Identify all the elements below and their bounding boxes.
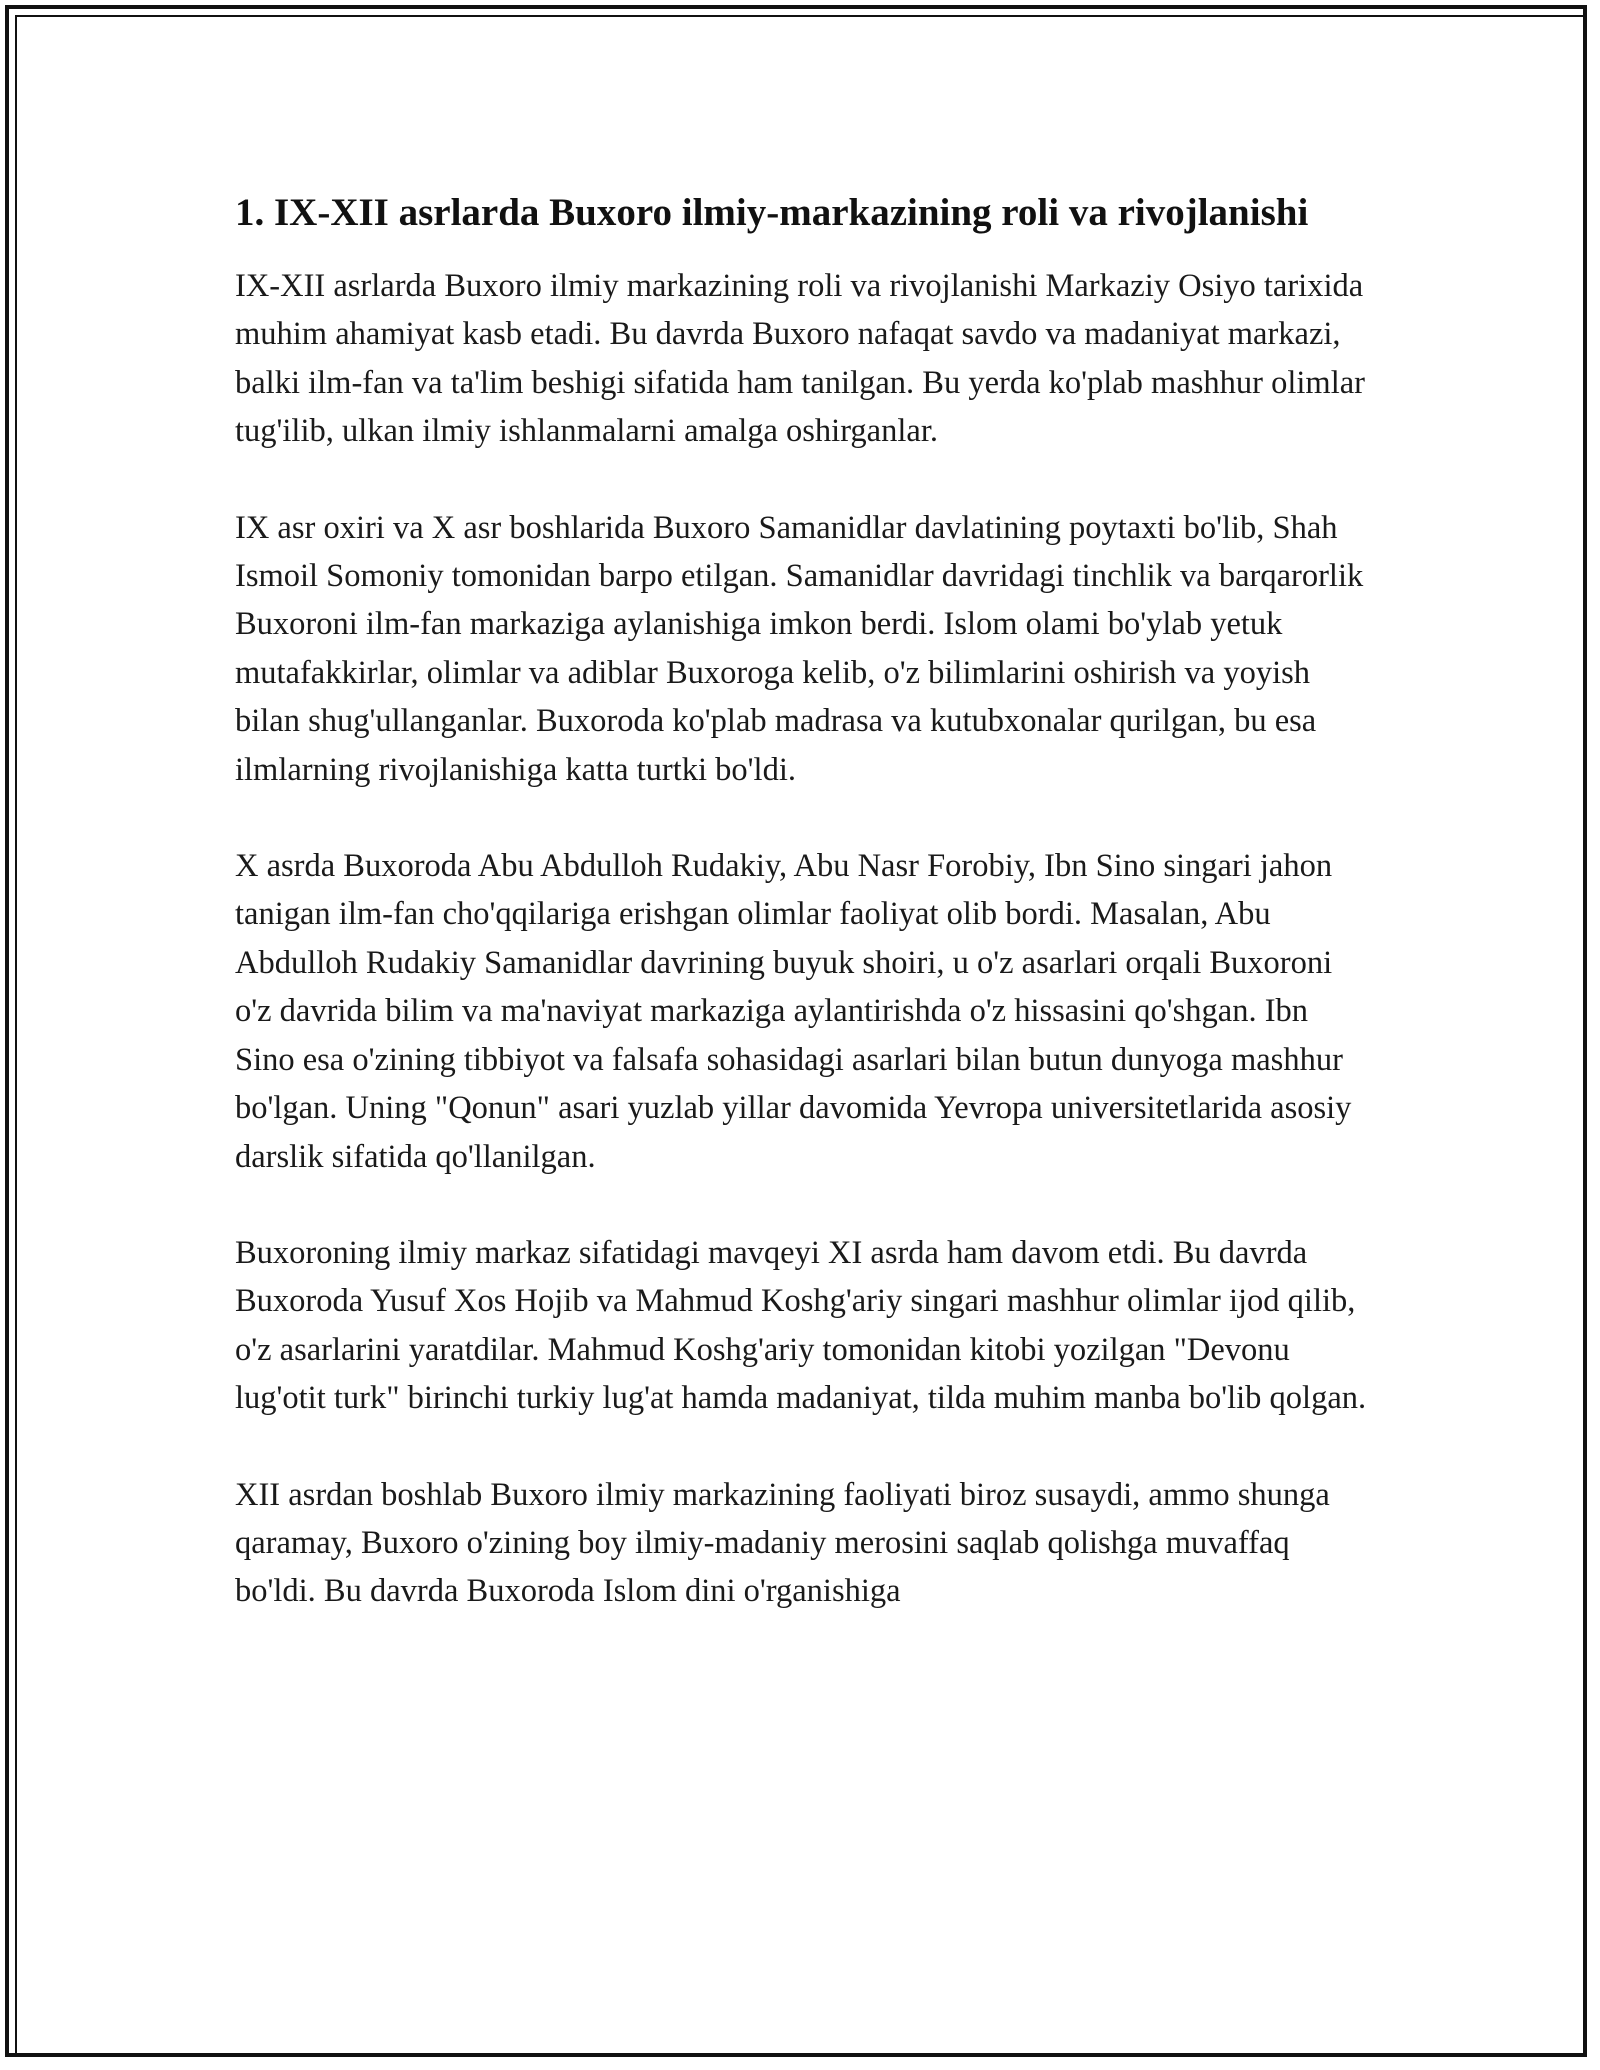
document-body — [235, 185, 1375, 1664]
paragraph-3: X asrda Buxoroda Abu Abdulloh Rudakiy, Abu Nasr Forobiy, Ibn Sino singari jahon tanigan ilm-fan cho'qqilariga erishgan olimlar faoliyat olib bordi. Masalan, Abu Abdulloh Rudakiy Samanidlar davrining buyuk shoiri, u o'z asarlari orqali Buxoroni o'z davrida bilim va ma'naviyat markaziga aylantirishda o'z hissasini qo'shgan. Ibn Sino esa o'zining tibbiyot va falsafa sohasidagi asarlari bilan butun dunyoga mashhur bo'lgan. Uning "Qonun" asari yuzlab yillar davomida Yevropa universitetlarida asosiy darslik sifatida qo'llanilgan. — [235, 848, 1352, 1175]
paragraph-1: IX-XII asrlarda Buxoro ilmiy markazining roli va rivojlanishi Markaziy Osiyo tarixida muhim ahamiyat kasb etadi. Bu davrda Buxoro nafaqat savdo va madaniyat markazi, balki ilm-fan va ta'lim beshigi sifatida ham tanilgan. Bu yerda ko'plab mashhur olimlar tug'ilib, ulkan ilmiy ishlanmalarni amalga oshirganlar. — [235, 268, 1365, 450]
paragraph-4: Buxoroning ilmiy markaz sifatidagi mavqeyi XI asrda ham davom etdi. Bu davrda Buxoroda Yusuf Xos Hojib va Mahmud Koshg'ariy singari mashhur olimlar ijod qilib, o'z asarlarini yaratdilar. Mahmud Koshg'ariy tomonidan kitobi yozilgan "Devonu lug'otit turk" birinchi turkiy lug'at hamda madaniyat, tilda muhim manba bo'lib qolgan. — [235, 1234, 1367, 1417]
section-heading: 1. IX-XII asrlarda Buxoro ilmiy-markazining roli va rivojlanishi — [235, 191, 1309, 234]
paragraph-2: IX asr oxiri va X asr boshlarida Buxoro Samanidlar davlatining poytaxti bo'lib, Shah Ismoil Somoniy tomonidan barpo etilgan. Samanidlar davridagi tinchlik va barqarorlik Buxoroni ilm-fan markaziga aylanishiga imkon berdi. Islom olami bo'ylab yetuk mutafakkirlar, olimlar va adiblar Buxoroga kelib, o'z bilimlarini oshirish va yoyish bilan shug'ullanganlar. Buxoroda ko'plab madrasa va kutubxonalar qurilgan, bu esa ilmlarning rivojlanishiga katta turtki bo'ldi. — [235, 509, 1364, 788]
paragraph-5: XII asrdan boshlab Buxoro ilmiy markazining faoliyati biroz susaydi, ammo shunga qaramay, Buxoro o'zining boy ilmiy-madaniy merosini saqlab qolishga muvaffaq bo'ldi. Bu davrda Buxoroda Islom dini o'rganishiga — [235, 1476, 1330, 1610]
